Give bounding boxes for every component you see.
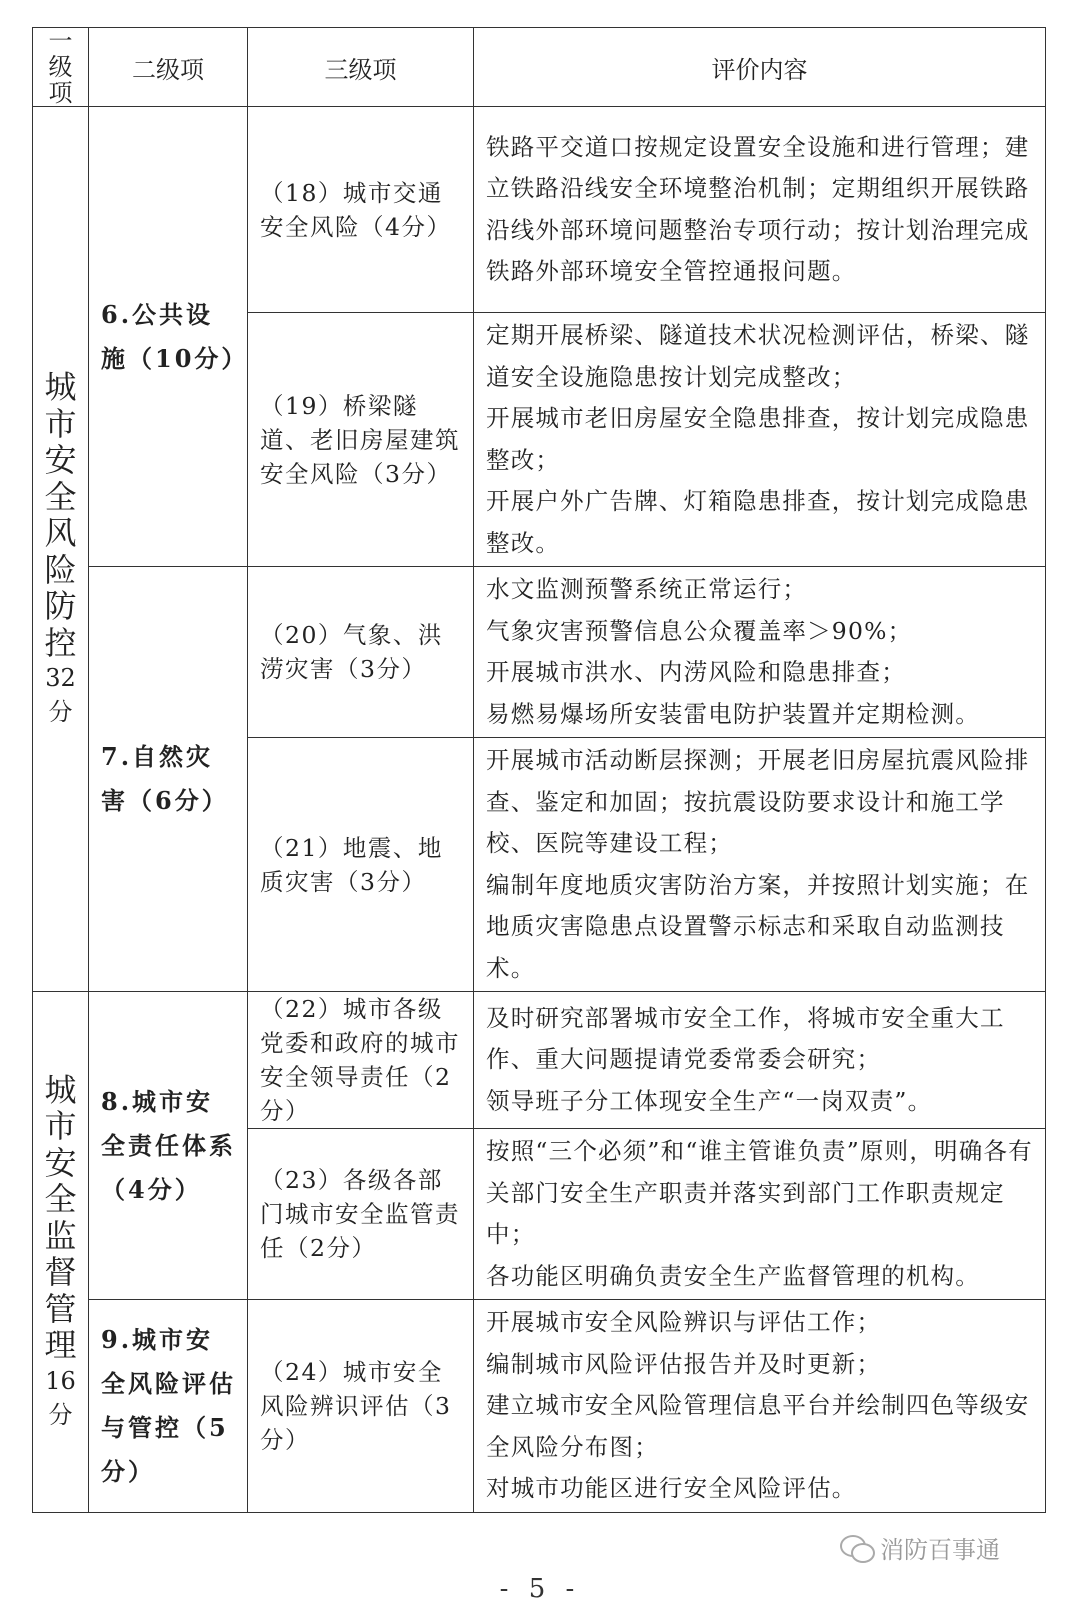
level1-cell-risk-prevention: 城 市 安 全 风 险 防 控 32 分 [33, 107, 89, 992]
header-level1: 一 级 项 [33, 28, 89, 107]
content-item-23: 按照“三个必须”和“谁主管谁负责”原则，明确各有关部门安全生产职责并落实到部门工作职责规定中； 各功能区明确负责安全生产监督管理的机构。 [474, 1129, 1046, 1300]
table-header-row [33, 28, 1046, 107]
level2-natural-disasters: 7.自然灾害（6分） [89, 567, 248, 992]
content-item-21: 开展城市活动断层探测；开展老旧房屋抗震风险排查、鉴定和加固；按抗震设防要求设计和施工学校、医院等建设工程； 编制年度地质灾害防治方案，并按照计划实施；在地质灾害隐患点设置警示标志和采取自动监测技术。 [474, 738, 1046, 992]
content-item-20: 水文监测预警系统正常运行； 气象灾害预警信息公众覆盖率＞90%； 开展城市洪水、内涝风险和隐患排查； 易燃易爆场所安装雷电防护装置并定期检测。 [474, 567, 1046, 738]
level3-item-21: （21）地震、地质灾害（3分） [248, 738, 474, 992]
header-content: 评价内容 [474, 28, 1046, 107]
content-item-24: 开展城市安全风险辨识与评估工作； 编制城市风险评估报告并及时更新； 建立城市安全风险管理信息平台并绘制四色等级安全风险分布图； 对城市功能区进行安全风险评估。 [474, 1300, 1046, 1513]
table-row [33, 567, 1046, 738]
level3-item-19: （19）桥梁隧道、老旧房屋建筑安全风险（3分） [248, 313, 474, 567]
level3-item-22: （22）城市各级党委和政府的城市安全领导责任（2分） [248, 992, 474, 1129]
table-row [33, 107, 1046, 313]
watermark-text: 消防百事通 [880, 1536, 1000, 1564]
level3-item-23: （23）各级各部门城市安全监管责任（2分） [248, 1129, 474, 1300]
page-number: - 5 - [499, 1574, 581, 1604]
level3-item-24: （24）城市安全风险辨识评估（3分） [248, 1300, 474, 1513]
watermark [840, 1530, 1000, 1565]
table-row [33, 992, 1046, 1129]
level2-risk-assessment: 9.城市安全风险评估与管控（5分） [89, 1300, 248, 1513]
level1-cell-safety-supervision: 城 市 安 全 监 督 管 理 16 分 [33, 992, 89, 1513]
wechat-icon [840, 1535, 874, 1561]
table-row [33, 1300, 1046, 1513]
content-item-22: 及时研究部署城市安全工作，将城市安全重大工作、重大问题提请党委常委会研究； 领导班子分工体现安全生产“一岗双责”。 [474, 992, 1046, 1129]
evaluation-table [32, 27, 1046, 1513]
level2-responsibility-system: 8.城市安全责任体系（4分） [89, 992, 248, 1300]
content-item-18: 铁路平交道口按规定设置安全设施和进行管理；建立铁路沿线安全环境整治机制；定期组织开展铁路沿线外部环境问题整治专项行动；按计划治理完成铁路外部环境安全管控通报问题。 [474, 107, 1046, 313]
content-item-19: 定期开展桥梁、隧道技术状况检测评估，桥梁、隧道安全设施隐患按计划完成整改； 开展城市老旧房屋安全隐患排查，按计划完成隐患整改； 开展户外广告牌、灯箱隐患排查，按计划完成隐患整改。 [474, 313, 1046, 567]
level3-item-20: （20）气象、洪涝灾害（3分） [248, 567, 474, 738]
level3-item-18: （18）城市交通安全风险（4分） [248, 107, 474, 313]
level2-public-facilities: 6.公共设施（10分） [89, 107, 248, 567]
header-level3: 三级项 [248, 28, 474, 107]
header-level2: 二级项 [89, 28, 248, 107]
